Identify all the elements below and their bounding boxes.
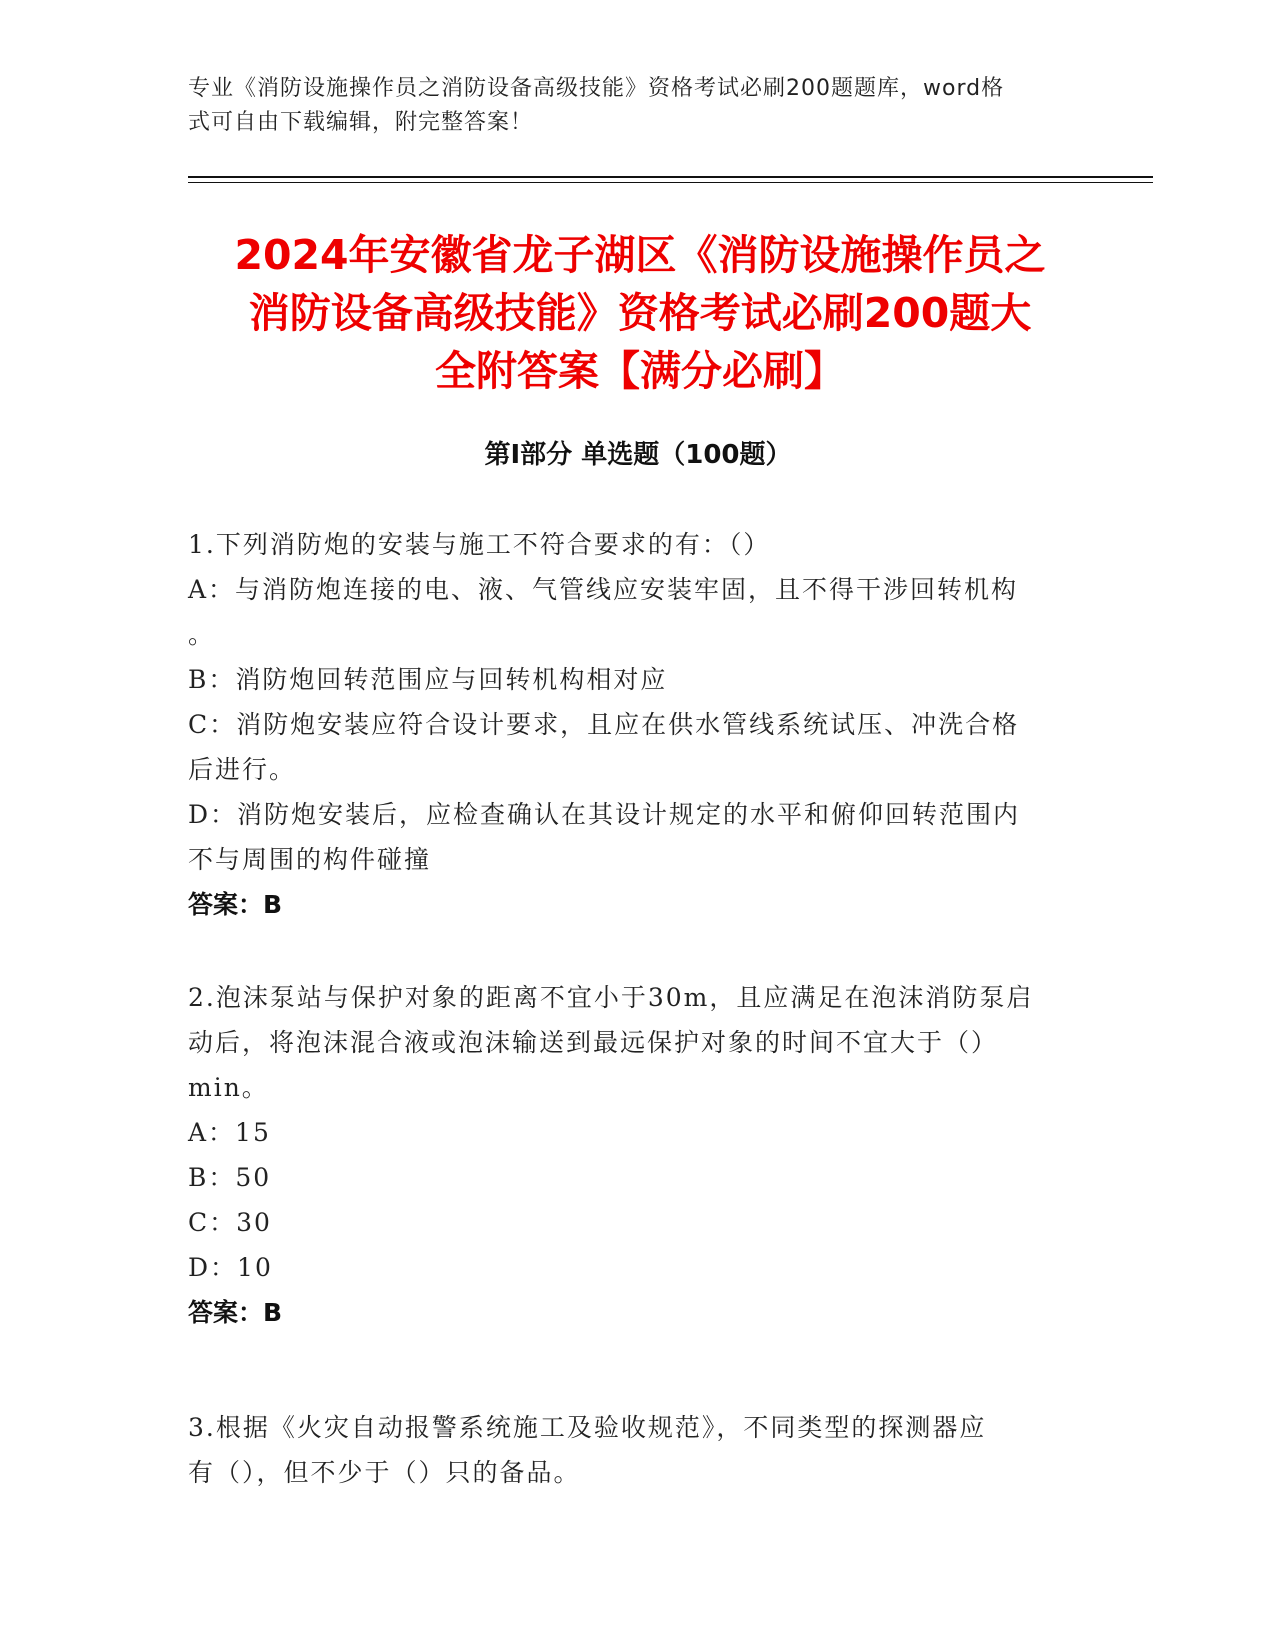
question-2	[188, 975, 1088, 1335]
option-b: B：50	[188, 1163, 272, 1192]
option-c-continuation: 后进行。	[188, 755, 297, 784]
header-note-line: 式可自由下载编辑，附完整答案！	[188, 110, 534, 135]
option-d: D：消防炮安装后，应检查确认在其设计规定的水平和俯仰回转范围内	[188, 800, 1021, 829]
header-note-line: 专业《消防设施操作员之消防设备高级技能》资格考试必刷200题题库，word格	[188, 76, 1005, 101]
question-3	[188, 1405, 1088, 1495]
answer-label: 答案：B	[188, 890, 283, 919]
option-a: A：15	[188, 1118, 271, 1147]
document-title-line: 2024年安徽省龙子湖区《消防设施操作员之	[234, 231, 1046, 279]
option-d-continuation: 不与周围的构件碰撞	[188, 845, 432, 874]
option-c: C：30	[188, 1208, 272, 1237]
option-b: B：消防炮回转范围应与回转机构相对应	[188, 665, 668, 694]
option-a: A：与消防炮连接的电、液、气管线应安装牢固，且不得干涉回转机构	[188, 575, 1019, 604]
document-title-line: 消防设备高级技能》资格考试必刷200题大	[248, 289, 1032, 337]
question-1	[188, 522, 1088, 927]
document-title-line: 全附答案【满分必刷】	[435, 347, 845, 395]
header-divider-thick	[188, 176, 1153, 178]
section-heading: 第Ⅰ部分 单选题（100题）	[484, 440, 792, 470]
question-text-continuation: min。	[188, 1073, 269, 1102]
option-a-continuation: 。	[188, 620, 216, 649]
header-note	[188, 72, 1088, 140]
question-text-continuation: 动后，将泡沫混合液或泡沫输送到最远保护对象的时间不宜大于（）	[188, 1028, 999, 1057]
question-text: 3.根据《火灾自动报警系统施工及验收规范》，不同类型的探测器应	[188, 1413, 987, 1442]
option-c: C：消防炮安装应符合设计要求，且应在供水管线系统试压、冲洗合格	[188, 710, 1020, 739]
question-text: 2.泡沫泵站与保护对象的距离不宜小于30m，且应满足在泡沫消防泵启	[188, 983, 1034, 1012]
question-text: 1.下列消防炮的安装与施工不符合要求的有：（）	[188, 530, 771, 559]
option-d: D：10	[188, 1253, 273, 1282]
header-divider-thin	[188, 182, 1153, 183]
answer-label: 答案：B	[188, 1298, 283, 1327]
document-title	[160, 226, 1120, 400]
question-text-continuation: 有（），但不少于（）只的备品。	[188, 1458, 581, 1487]
